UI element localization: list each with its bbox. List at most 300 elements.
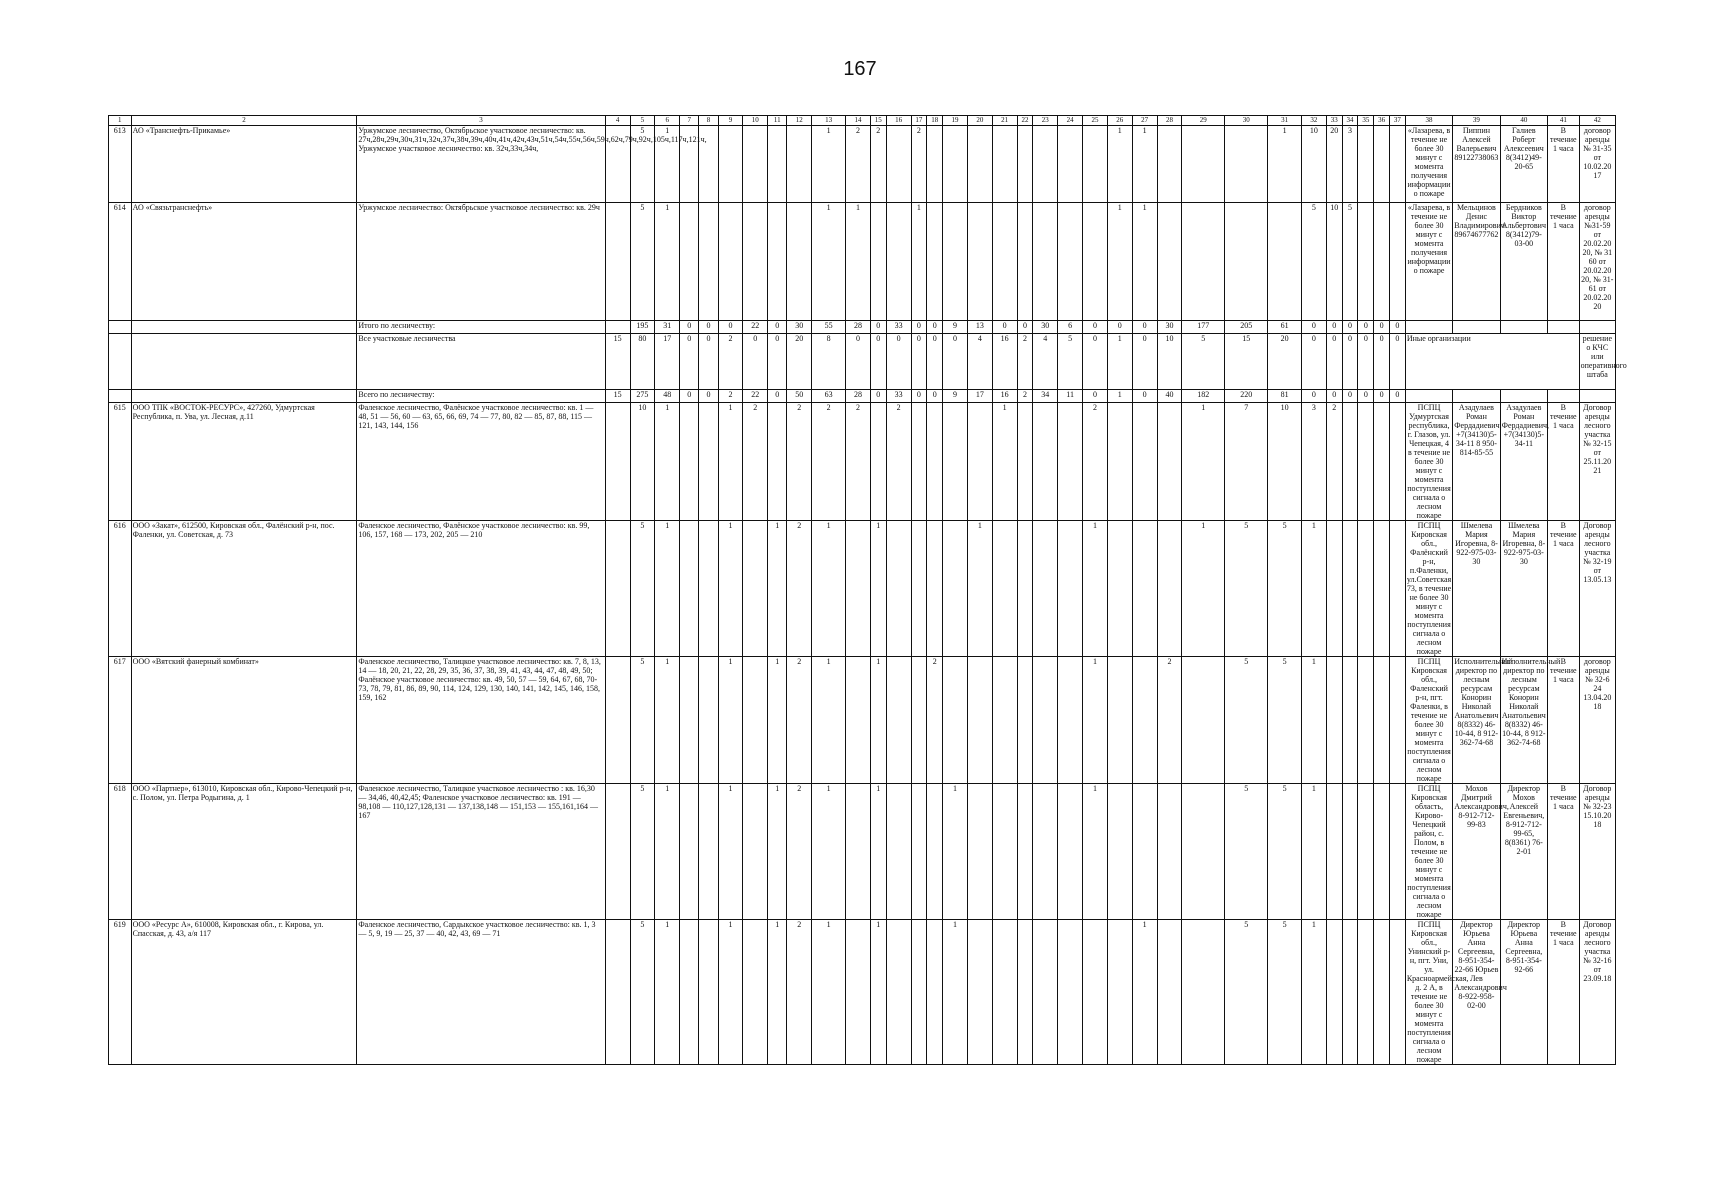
count-cell: 5	[630, 126, 655, 203]
count-cell	[1358, 203, 1374, 321]
count-cell: 40	[1157, 390, 1182, 403]
count-cell	[1390, 521, 1406, 657]
header-number: 26	[1107, 116, 1132, 126]
row-index: 617	[109, 657, 132, 784]
count-cell: 220	[1225, 390, 1268, 403]
count-cell	[1017, 403, 1033, 521]
count-cell: 0	[1302, 390, 1327, 403]
count-cell	[605, 321, 630, 334]
count-cell: 0	[718, 321, 743, 334]
count-cell: 0	[1390, 334, 1406, 390]
count-cell	[1342, 920, 1358, 1065]
row-index: 616	[109, 521, 132, 657]
count-cell: 1	[870, 920, 886, 1065]
count-cell	[680, 657, 699, 784]
count-cell	[1083, 203, 1108, 321]
count-cell	[1132, 521, 1157, 657]
contact-cell-c38: «Лазарева, в течение не более 30 минут с момента получения информации о пожаре	[1405, 203, 1452, 321]
count-cell: 0	[1326, 390, 1342, 403]
forest-area: Фаленское лесничество, Сардыкское участковое лесничество: кв. 1, 3 — 5, 9, 19 — 25, 37 — 40, 42, 43, 69 — 71	[357, 920, 605, 1065]
organization-type: Иные организации	[1405, 334, 1579, 390]
header-number: 27	[1132, 116, 1157, 126]
contact-cell-c40: Шмелева Мария Игоревна, 8-922-975-03-30	[1500, 521, 1547, 657]
header-number: 10	[743, 116, 768, 126]
count-cell	[1017, 521, 1033, 657]
count-cell: 0	[992, 321, 1017, 334]
header-number: 14	[846, 116, 871, 126]
header-number: 20	[967, 116, 992, 126]
count-cell: 22	[743, 390, 768, 403]
count-cell: 5	[630, 203, 655, 321]
count-cell: 61	[1268, 321, 1302, 334]
count-cell	[1058, 657, 1083, 784]
contact-cell-c42: Договор аренды лесного участка № 32-19 от 13.05.13	[1579, 521, 1615, 657]
count-cell: 5	[1268, 920, 1302, 1065]
header-number: 38	[1405, 116, 1452, 126]
count-cell	[967, 126, 992, 203]
totals-label: Итого по лесничеству:	[357, 321, 605, 334]
count-cell	[886, 203, 911, 321]
count-cell: 1	[1107, 334, 1132, 390]
contact-cell-c41: В течение 1 часа	[1548, 657, 1580, 784]
count-cell: 5	[1268, 784, 1302, 920]
contact-cell-c39: Пиппин Алексей Валерьевич 89122738063	[1453, 126, 1500, 203]
header-number: 36	[1374, 116, 1390, 126]
count-cell	[1182, 657, 1225, 784]
count-cell	[927, 920, 943, 1065]
table-row	[109, 920, 1616, 1065]
count-cell	[886, 920, 911, 1065]
count-cell: 2	[812, 403, 846, 521]
header-number: 25	[1083, 116, 1108, 126]
count-cell: 0	[911, 321, 927, 334]
count-cell: 2	[870, 126, 886, 203]
count-cell: 1	[655, 657, 680, 784]
table-row	[109, 203, 1616, 321]
count-cell: 0	[1083, 390, 1108, 403]
register-table	[108, 115, 1627, 1065]
count-cell: 0	[911, 334, 927, 390]
header-number: 9	[718, 116, 743, 126]
header-number: 24	[1058, 116, 1083, 126]
contact-cell-c40: Директор Мохов Алексей Евгеньевич, 8-912-712-99-65, 8(8361) 76-2-01	[1500, 784, 1547, 920]
header-number: 40	[1500, 116, 1547, 126]
count-cell	[943, 657, 968, 784]
count-cell: 0	[870, 334, 886, 390]
header-number: 41	[1548, 116, 1580, 126]
count-cell: 16	[992, 334, 1017, 390]
count-cell: 0	[1390, 390, 1406, 403]
count-cell	[1107, 920, 1132, 1065]
header-number: 37	[1390, 116, 1406, 126]
totals-label: Всего по лесничеству:	[357, 390, 605, 403]
count-cell: 0	[1358, 390, 1374, 403]
header-number: 6	[655, 116, 680, 126]
contact-cell-c39: Директор Юрьева Анна Сергеевна, 8-951-354-22-66 Юрьев Лев Александрович 8-922-958-02-00	[1453, 920, 1500, 1065]
count-cell: 2	[787, 521, 812, 657]
count-cell	[927, 403, 943, 521]
count-cell: 28	[846, 390, 871, 403]
empty-cell	[1579, 390, 1615, 403]
count-cell	[943, 203, 968, 321]
count-cell: 0	[1107, 321, 1132, 334]
count-cell: 10	[1268, 403, 1302, 521]
count-cell: 5	[1225, 521, 1268, 657]
count-cell	[1157, 920, 1182, 1065]
count-cell	[605, 657, 630, 784]
count-cell: 1	[1083, 657, 1108, 784]
count-cell: 2	[743, 403, 768, 521]
count-cell: 5	[1225, 920, 1268, 1065]
contact-cell-c42: Договор аренды лесного участка № 32-16 от 23.09.18	[1579, 920, 1615, 1065]
count-cell	[680, 403, 699, 521]
count-cell	[743, 521, 768, 657]
table-row	[109, 784, 1616, 920]
row-index: 613	[109, 126, 132, 203]
table-row	[109, 126, 1616, 203]
count-cell: 1	[943, 784, 968, 920]
count-cell: 1	[768, 920, 787, 1065]
totals-row	[109, 390, 1616, 403]
header-number: 22	[1017, 116, 1033, 126]
header-number: 21	[992, 116, 1017, 126]
organization-name: АО «Транснефть-Прикамье»	[131, 126, 357, 203]
count-cell: 0	[1342, 334, 1358, 390]
count-cell: 182	[1182, 390, 1225, 403]
count-cell	[992, 203, 1017, 321]
count-cell: 20	[787, 334, 812, 390]
count-cell	[605, 784, 630, 920]
count-cell	[1390, 403, 1406, 521]
count-cell	[743, 126, 768, 203]
totals-label: Все участковые лесничества	[357, 334, 605, 390]
count-cell	[992, 521, 1017, 657]
count-cell: 2	[927, 657, 943, 784]
count-cell: 5	[1225, 784, 1268, 920]
count-cell: 2	[846, 403, 871, 521]
empty-cell	[1548, 321, 1580, 334]
count-cell: 20	[1268, 334, 1302, 390]
count-cell	[743, 657, 768, 784]
count-cell	[886, 126, 911, 203]
count-cell	[1182, 784, 1225, 920]
header-number: 42	[1579, 116, 1615, 126]
count-cell: 28	[846, 321, 871, 334]
count-cell	[699, 920, 718, 1065]
count-cell: 1	[1268, 126, 1302, 203]
count-cell: 0	[1083, 334, 1108, 390]
count-cell	[1058, 784, 1083, 920]
count-cell	[1390, 657, 1406, 784]
count-cell: 1	[768, 784, 787, 920]
contact-cell-c38: ПСПЦ Кировская обл., Унинский р-н, пгт. Уни, ул. Красноармейская, д. 2 А, в течение не более 30 минут с момента поступления сигнала о лесном пожаре	[1406, 920, 1469, 1064]
count-cell: 5	[630, 521, 655, 657]
count-cell	[992, 126, 1017, 203]
header-number: 13	[812, 116, 846, 126]
count-cell: 0	[846, 334, 871, 390]
count-cell: 0	[1358, 321, 1374, 334]
count-cell: 1	[1182, 521, 1225, 657]
header-number: 18	[927, 116, 943, 126]
count-cell	[1132, 403, 1157, 521]
count-cell: 0	[1302, 321, 1327, 334]
count-cell: 2	[787, 920, 812, 1065]
count-cell	[927, 784, 943, 920]
empty-cell	[131, 390, 357, 403]
count-cell	[1157, 784, 1182, 920]
count-cell: 5	[630, 657, 655, 784]
count-cell: 2	[1157, 657, 1182, 784]
count-cell: 15	[605, 390, 630, 403]
header-number: 12	[787, 116, 812, 126]
count-cell	[1342, 521, 1358, 657]
count-cell	[680, 920, 699, 1065]
contact-cell-c42: договор аренды №31-59 от 20.02.20 20, № 31 60 от 20.02.20 20, № 31-61 от 20.02.20 20	[1579, 203, 1615, 321]
totals-row	[109, 321, 1616, 334]
contact-cell-c42: Договор аренды № 32-23 15.10.20 18	[1579, 784, 1615, 920]
count-cell	[1358, 920, 1374, 1065]
count-cell: 0	[768, 321, 787, 334]
count-cell: 1	[1132, 203, 1157, 321]
count-cell	[1182, 920, 1225, 1065]
count-cell	[992, 784, 1017, 920]
count-cell	[1107, 784, 1132, 920]
count-cell: 16	[992, 390, 1017, 403]
count-cell	[1033, 920, 1058, 1065]
forest-area: Фаленское лесничество, Талицкое участковое лесничество : кв. 16,30 — 34,46, 40,42,45; Фаленское участковое лесничество: кв. 191 — 98,108 — 110,127,128,131 — 137,138,148 — 151,153 — 155,161,164 — 167	[357, 784, 605, 920]
organization-name: ООО «Вятский фанерный комбинат»	[131, 657, 357, 784]
count-cell	[1326, 521, 1342, 657]
contact-cell-c40: Директор Юрьева Анна Сергеевна, 8-951-354-92-66	[1500, 920, 1547, 1065]
count-cell: 1	[1302, 521, 1327, 657]
count-cell: 0	[1342, 390, 1358, 403]
count-cell: 0	[1132, 334, 1157, 390]
count-cell	[787, 203, 812, 321]
count-cell: 205	[1225, 321, 1268, 334]
header-number: 11	[768, 116, 787, 126]
count-cell: 50	[787, 390, 812, 403]
count-cell: 0	[1132, 390, 1157, 403]
header-number: 23	[1033, 116, 1058, 126]
count-cell	[1033, 657, 1058, 784]
contact-cell-c38: ПСПЦ Кировская обл., Фаленский р-н, пгт. Фаленки, в течение не более 30 минут с момента поступления сигнала о лесном пожаре	[1407, 657, 1451, 783]
forest-area: Фаленское лесничество, Талицкое участковое лесничество: кв. 7, 8, 13, 14 — 18, 20, 21, 22, 28, 29, 35, 36, 37, 38, 39, 41, 43, 44, 47, 48, 49, 50; Фалёнское участковое лесничество: кв. 49, 50, 57 — 59, 64, 67, 68, 70-73, 78, 79, 81, 86, 89, 90, 114, 124, 129, 130, 140, 141, 142, 145, 146, 158, 159, 162	[357, 657, 605, 784]
count-cell: 1	[812, 657, 846, 784]
count-cell: 34	[1033, 390, 1058, 403]
count-cell: 33	[886, 390, 911, 403]
empty-cell	[1453, 321, 1500, 334]
count-cell: 5	[1182, 334, 1225, 390]
row-index: 618	[109, 784, 132, 920]
header-number: 28	[1157, 116, 1182, 126]
count-cell: 1	[718, 657, 743, 784]
count-cell	[1358, 126, 1374, 203]
forest-area: Фаленское лесничество, Фалёнское участковое лесничество: кв. 1 — 48, 51 — 56, 60 — 63, 65, 66, 69, 74 — 77, 80, 82 — 85, 87, 88, 115 — 121, 143, 144, 156	[357, 403, 605, 521]
count-cell	[680, 203, 699, 321]
count-cell	[927, 203, 943, 321]
count-cell	[1033, 203, 1058, 321]
count-cell	[718, 126, 743, 203]
count-cell	[1157, 203, 1182, 321]
count-cell: 63	[812, 390, 846, 403]
count-cell	[1268, 203, 1302, 321]
count-cell: 5	[1342, 203, 1358, 321]
count-cell	[911, 657, 927, 784]
register-body	[109, 116, 1627, 1065]
count-cell: 1	[911, 203, 927, 321]
count-cell: 15	[1225, 334, 1268, 390]
table-row	[109, 521, 1616, 657]
count-cell	[1132, 784, 1157, 920]
count-cell: 1	[943, 920, 968, 1065]
count-cell	[768, 403, 787, 521]
count-cell	[1058, 920, 1083, 1065]
contact-cell-c42: договор аренды № 32-6 24 13.04.20 18	[1579, 657, 1615, 784]
count-cell: 1	[655, 920, 680, 1065]
count-cell: 0	[699, 321, 718, 334]
header-number: 8	[699, 116, 718, 126]
count-cell: 1	[1107, 203, 1132, 321]
contact-cell-c41: В течение 1 часа	[1548, 920, 1580, 1065]
count-cell: 1	[1302, 784, 1327, 920]
count-cell: 0	[1374, 390, 1390, 403]
header-number: 30	[1225, 116, 1268, 126]
count-cell: 1	[718, 920, 743, 1065]
count-cell: 2	[1017, 334, 1033, 390]
count-cell	[846, 521, 871, 657]
count-cell: 0	[1390, 321, 1406, 334]
count-cell: 5	[1268, 521, 1302, 657]
count-cell: 0	[1326, 334, 1342, 390]
count-cell: 2	[718, 334, 743, 390]
count-cell	[1390, 920, 1406, 1065]
header-number: 39	[1453, 116, 1500, 126]
count-cell: 0	[1374, 334, 1390, 390]
count-cell	[1342, 403, 1358, 521]
count-cell: 33	[886, 321, 911, 334]
count-cell: 1	[1132, 126, 1157, 203]
count-cell: 0	[1017, 321, 1033, 334]
organization-name: ООО «Партнер», 613010, Кировская обл., Кирово-Чепецкий р-н, с. Полом, ул. Петра Родыгина, д. 1	[131, 784, 357, 920]
count-cell	[699, 521, 718, 657]
forest-area: Уржумское лесничество, Октябрьское участковое лесничество: кв. 27ч,28ч,29ч,30ч,31ч,32ч,37ч,38ч,39ч,40ч,41ч,42ч,43ч,51ч,54ч,55ч,56ч,59ч,62ч,79ч,92ч,105ч,117ч,121ч, Уржумское участковое лесничество: кв. 32ч,33ч,34ч,	[357, 126, 605, 203]
contact-cell-c40: Галиев Роберт Алексеевич 8(3412)49-20-65	[1500, 126, 1547, 203]
count-cell: 275	[630, 390, 655, 403]
count-cell: 0	[1083, 321, 1108, 334]
header-number: 19	[943, 116, 968, 126]
count-cell	[1107, 657, 1132, 784]
count-cell	[1225, 126, 1268, 203]
contact-cell-c41: В течение 1 часа	[1548, 203, 1580, 321]
count-cell: 5	[630, 784, 655, 920]
count-cell: 2	[911, 126, 927, 203]
count-cell	[605, 203, 630, 321]
header-number: 4	[605, 116, 630, 126]
empty-cell	[1579, 321, 1615, 334]
forest-area: Уржумское лесничество: Октябрьское участковое лесничество: кв. 29ч	[357, 203, 605, 321]
count-cell	[699, 203, 718, 321]
contact-cell-c39: Азадулаев Роман Фердадиевич, +7(34130)5-34-11 8 950-814-85-55	[1453, 403, 1500, 521]
count-cell: 1	[1107, 126, 1132, 203]
header-number: 17	[911, 116, 927, 126]
empty-cell	[131, 334, 357, 390]
count-cell	[1390, 126, 1406, 203]
count-cell: 4	[1033, 334, 1058, 390]
count-cell	[1083, 920, 1108, 1065]
count-cell	[927, 521, 943, 657]
count-cell: 0	[870, 321, 886, 334]
count-cell	[870, 203, 886, 321]
count-cell: 1	[812, 521, 846, 657]
count-cell: 1	[992, 403, 1017, 521]
empty-cell	[1500, 390, 1547, 403]
count-cell: 6	[1058, 321, 1083, 334]
count-cell	[967, 920, 992, 1065]
contact-cell-c38: «Лазарева, в течение не более 30 минут с момента получения информации о пожаре	[1405, 126, 1452, 203]
count-cell: 10	[630, 403, 655, 521]
count-cell	[846, 920, 871, 1065]
count-cell	[1390, 203, 1406, 321]
count-cell: 10	[1302, 126, 1327, 203]
count-cell	[886, 657, 911, 784]
contact-cell-c41: В течение 1 часа	[1548, 126, 1580, 203]
count-cell	[1033, 403, 1058, 521]
empty-cell	[109, 321, 132, 334]
header-number: 32	[1302, 116, 1327, 126]
count-cell: 5	[1302, 203, 1327, 321]
count-cell: 13	[967, 321, 992, 334]
count-cell	[886, 784, 911, 920]
count-cell	[967, 784, 992, 920]
count-cell	[1157, 126, 1182, 203]
count-cell: 0	[768, 334, 787, 390]
count-cell	[1358, 784, 1374, 920]
count-cell: 48	[655, 390, 680, 403]
count-cell: 1	[812, 784, 846, 920]
count-cell: 0	[1132, 321, 1157, 334]
count-cell	[1374, 784, 1390, 920]
count-cell: 2	[1326, 403, 1342, 521]
register-sheet	[108, 115, 1627, 1065]
count-cell: 8	[812, 334, 846, 390]
count-cell	[1342, 657, 1358, 784]
count-cell	[886, 521, 911, 657]
count-cell	[1132, 657, 1157, 784]
header-number: 2	[131, 116, 357, 126]
count-cell	[743, 920, 768, 1065]
count-cell: 0	[1358, 334, 1374, 390]
count-cell: 1	[967, 521, 992, 657]
contact-cell-c41: В течение 1 часа	[1548, 784, 1580, 920]
count-cell: 0	[680, 321, 699, 334]
count-cell	[1374, 521, 1390, 657]
count-cell	[1017, 784, 1033, 920]
count-cell	[1058, 203, 1083, 321]
contact-cell-c41: В течение 1 часа	[1548, 521, 1580, 657]
header-number: 15	[870, 116, 886, 126]
count-cell: 1	[718, 784, 743, 920]
contact-cell-c40: Азадулаев Роман Фердадиевич, +7(34130)5-34-11	[1500, 403, 1547, 521]
header-numbers-row	[109, 116, 1616, 126]
count-cell: 1	[655, 126, 680, 203]
organization-name: ООО «Закат», 612500, Кировская обл., Фалёнский р-н, пос. Фаленки, ул. Советская, д. 73	[131, 521, 357, 657]
count-cell	[1182, 203, 1225, 321]
count-cell: 0	[911, 390, 927, 403]
contact-cell-c38: ПСПЦ Кировская область, Кирово-Чепецкий район, с. Полом, в течение не более 30 минут с момента поступления сигнала о лесном пожаре	[1407, 784, 1451, 919]
count-cell: 177	[1182, 321, 1225, 334]
count-cell: 1	[1083, 521, 1108, 657]
count-cell	[1157, 403, 1182, 521]
